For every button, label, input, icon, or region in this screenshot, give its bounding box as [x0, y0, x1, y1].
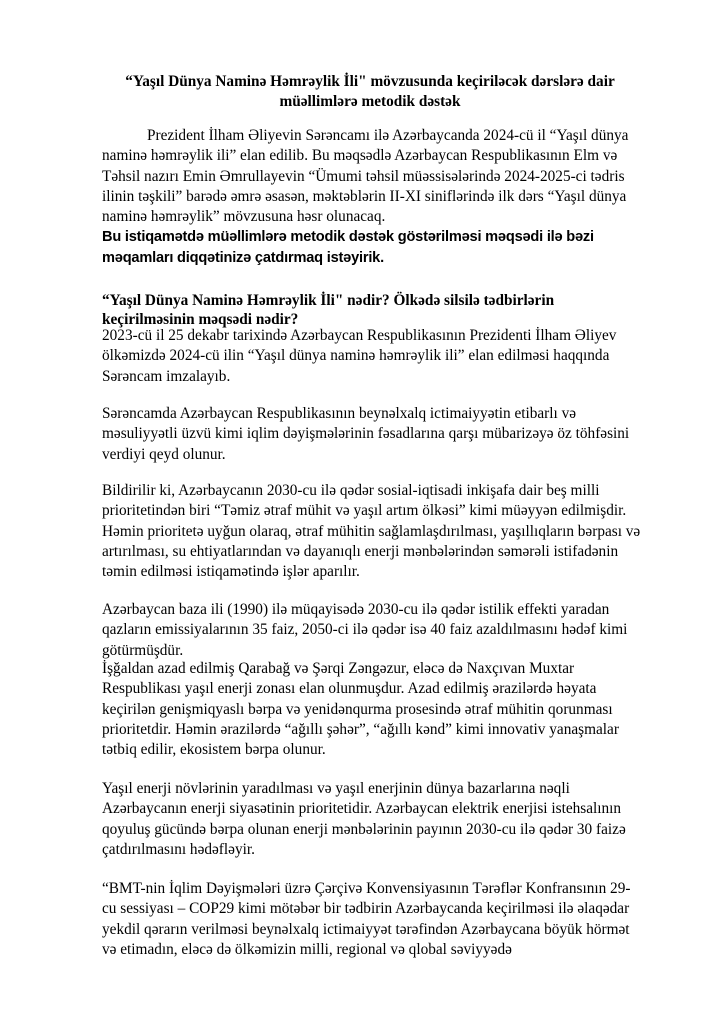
intro-paragraph: Prezident İlham Əliyevin Sərəncamı ilə Azərbaycanda 2024-cü il “Yaşıl dünya naminə həmrəylik ili” elan edilib. Bu məqsədlə Azərbaycan Respublikasının Elm və Təhsil nazırı Emin Əmrullayevin “Ümumi təhsil müəssisələrində 2024-2025-ci tədris ilinin təşkili” barədə əmrə əsasən, məktəblərin II-XI siniflərində ilk dərs “Yaşıl dünya naminə həmrəylik” mövzusuna həsr olunacaq. [102, 127, 629, 226]
section-heading: “Yaşıl Dünya Naminə Həmrəylik İli" nədir? Ölkədə silsilə tədbirlərin keçirilməsinin məqsədi nədir? [102, 292, 555, 328]
paragraph-7: “BMT-nin İqlim Dəyişmələri üzrə Çərçivə Konvensiyasının Tərəflər Konfransının 29-cu sessiyası – COP29 kimi mötəbər bir tədbirin Azərbaycanda keçirilməsi ilə əlaqədar yekdil qərarın verilməsi beynəlxalq ictimaiyyət tərəfindən Azərbaycana böyük hörmət və etimadın, eləcə də ölkəmizin milli, regional və qlobal səviyyədə [102, 880, 631, 958]
paragraph-2: Sərəncamda Azərbaycan Respublikasının beynəlxalq ictimaiyyətin etibarlı və məsuliyyətli üzvü kimi iqlim dəyişmələrinin fəsadlarına qarşı mübarizəyə öz töhfəsini verdiyi qeyd olunur. [102, 405, 630, 463]
document-title: “Yaşıl Dünya Naminə Həmrəylik İli" mövzusunda keçiriləcək dərslərə dair müəllimlərə metodik dəstək [125, 73, 615, 110]
paragraph-1: 2023-cü il 25 dekabr tarixində Azərbaycan Respublikasının Prezidenti İlham Əliyev ölkəmizdə 2024-cü ilin “Yaşıl dünya naminə həmrəylik ili” elan edilməsi haqqında Sərəncam imzalayıb. [102, 327, 617, 385]
paragraph-5: İşğaldan azad edilmiş Qarabağ və Şərqi Zəngəzur, eləcə də Naxçıvan Muxtar Respublikası yaşıl enerji zonası elan olunmuşdur. Azad edilmiş ərazilərdə həyata keçirilən genişmiqyaslı bərpa və yenidənqurma prosesində ətraf mühitin qorunması prioritetdir. Həmin ərazilərdə “ağıllı şəhər”, “ağıllı kənd” kimi innovativ yanaşmalar tətbiq edilir, ekosistem bərpa olunur. [102, 660, 619, 759]
paragraph-3: Bildirilir ki, Azərbaycanın 2030-cu ilə qədər sosial-iqtisadi inkişafa dair beş milli prioritetindən biri “Təmiz ətraf mühit və yaşıl artım ölkəsi” kimi müəyyən edilmişdir. Həmin prioritetə uyğun olaraq, ətraf mühitin sağlamlaşdırılması, yaşıllıqların bərpası və artırılması, su ehtiyatlarından və dayanıqlı enerji mənbələrindən səmərəli istifadənin təmin edilməsi istiqamətində işlər aparılır. [102, 482, 641, 581]
paragraph-4: Azərbaycan baza ili (1990) ilə müqayisədə 2030-cu ilə qədər istilik effekti yaradan qazların emissiyalarının 35 faiz, 2050-ci ilə qədər isə 40 faiz azaldılmasını hədəf kimi götürmüşdür. [102, 601, 628, 659]
intro-bold-paragraph: Bu istiqamətdə müəllimlərə metodik dəstək göstərilməsi məqsədi ilə bəzi məqamları diqqətinizə çatdırmaq istəyirik. [102, 229, 594, 266]
paragraph-6: Yaşıl enerji növlərinin yaradılması və yaşıl enerjinin dünya bazarlarına nəqli Azərbaycanın enerji siyasətinin prioritetidir. Azərbaycan elektrik enerjisi istehsalının qoyuluş gücündə bərpa olunan enerji mənbələrinin payının 2030-cu ilə qədər 30 faizə çatdırılmasını hədəfləyir. [102, 780, 626, 858]
